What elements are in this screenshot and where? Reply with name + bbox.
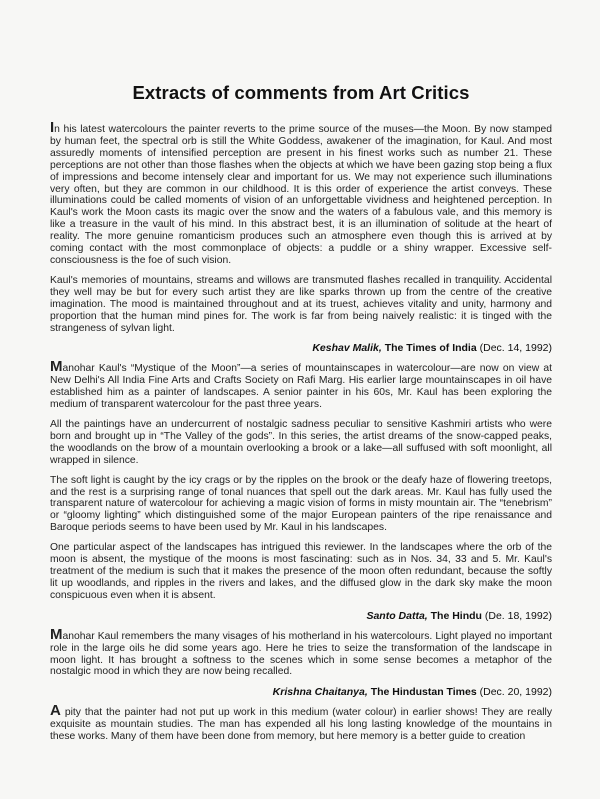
critic-credit <box>50 610 552 623</box>
critics-extracts <box>50 119 553 743</box>
critic-credit <box>50 342 552 355</box>
paragraph: One particular aspect of the landscapes has intrigued this reviewer. In the landscapes where the orb of the moon is absent, the mystique of the moons is most fascinating: such as in Nos. 34, 33 and 5. Mr. Kaul's treatment of the medium is such that it makes the presence of the moon often redundant, because the softly lit up woodlands, and ripples in the rivers and lakes, and the diffused glow in the dark sky make the moon conspicuous even when it is absent. <box>50 542 552 601</box>
critic-name: Krishna Chaitanya, <box>272 686 368 699</box>
publication-date: (Dec. 14, 1992) <box>479 342 552 355</box>
paragraph: A pity that the painter had not put up work in this medium (water colour) in earlier shows! They are really exquisite as mountain studies. The man has expended all his long lasting knowledge of the mountains in these works. Many of them have been done from memory, but here memory is a better guide to creation <box>50 702 552 743</box>
paragraph: Kaul's memories of mountains, streams and willows are transmuted flashes recalled in tranquility. Accidental they well may be but for every such artist they are like sparks thrown up from the centre of the creative imagination. The mood is maintained throughout and at its truest, achieves vitality and unity, harmony and proportion that the human mind pines for. The work is far from being naively realistic: it is tinged with the strangeness of sylvan light. <box>50 274 552 334</box>
paragraph: The soft light is caught by the icy crags or by the ripples on the brook or the deafy haze of flowering treetops, and the rest is a surprising range of tonal nuances that spell out the dark areas. Mr. Kaul has fully used the transparent nature of watercolour for achieving a magic vision of forms in misty mountain air. The “tenebrism” or “gloomy lighting” which distinguished some of the major European painters of the ripe renaissance and Baroque periods seems to have been used by Mr. Kaul in his landscapes. <box>50 474 552 534</box>
page-title: Extracts of comments from Art Critics <box>132 82 470 103</box>
publication-name: The Hindu <box>430 609 482 622</box>
paragraph: Manohar Kaul remembers the many visages of his motherland in his watercolours. Light played no important role in the large oils he did some years ago. Here he tries to seize the transformation of the landscape in moon light. It has brought a softness to the scenes which in some sense becomes a metaphor of the nostalgic mood in which they are now being recalled. <box>50 625 552 678</box>
publication-name: The Hindustan Times <box>370 686 477 699</box>
critic-name: Keshav Malik, <box>312 342 382 355</box>
paragraph: All the paintings have an undercurrent of nostalgic sadness peculiar to sensitive Kashmiri artists who were born and brought up in “The Valley of the gods”. In this series, the artist dreams of the snow-capped peaks, the woodlands on the brow of a mountain overlooking a brook or a lake—all suffused with soft moonlight, all wrapped in silence. <box>50 419 552 466</box>
publication-date: (Dec. 20, 1992) <box>479 686 552 699</box>
paragraph: Manohar Kaul's “Mystique of the Moon”—a series of mountainscapes in watercolour—are now on view at New Delhi's All India Fine Arts and Crafts Society on Rafi Marg. His earlier large mountainscapes in oil have established him as a painter of landscapes. A senior painter in his 60s, Mr. Kaul has been exploring the medium of transparent watercolour for the past three years. <box>50 358 552 411</box>
publication-name: The Times of India <box>384 342 477 355</box>
paragraph: In his latest watercolours the painter reverts to the prime source of the muses—the Moon. By now stamped by human feet, the spectral orb is still the White Goddess, awakener of the imagination, for Kaul. And most assuredly moments of intensified perception are present in his finest works such as number 21. These perceptions are not other than those flashes when the objects at which we have been gazing stop being a flux of impressions and become intensely clear and important for us. We may not experience such illuminations very often, but they are common in our childhood. It is this order of experience the artist conveys. These illuminations could be called moments of vision of an unforgettable vividness and heightened perception. In Kaul's work the Moon casts its magic over the snow and the waters of a fabulous vale, and this memory is like a treasure in the vault of his mind. In this abstract best, it is an illumination of solitude at the heart of reality. The more genuine romanticism produces such an atmosphere even though this is arrived at by coming contact with the most commonplace of objects: a puddle or a shiny wrapper. Excessive self-consciousness is the foe of such vision. <box>50 119 553 266</box>
critic-name: Santo Datta, <box>366 609 428 622</box>
publication-date: (De. 18, 1992) <box>484 609 552 622</box>
critic-credit <box>50 686 552 699</box>
